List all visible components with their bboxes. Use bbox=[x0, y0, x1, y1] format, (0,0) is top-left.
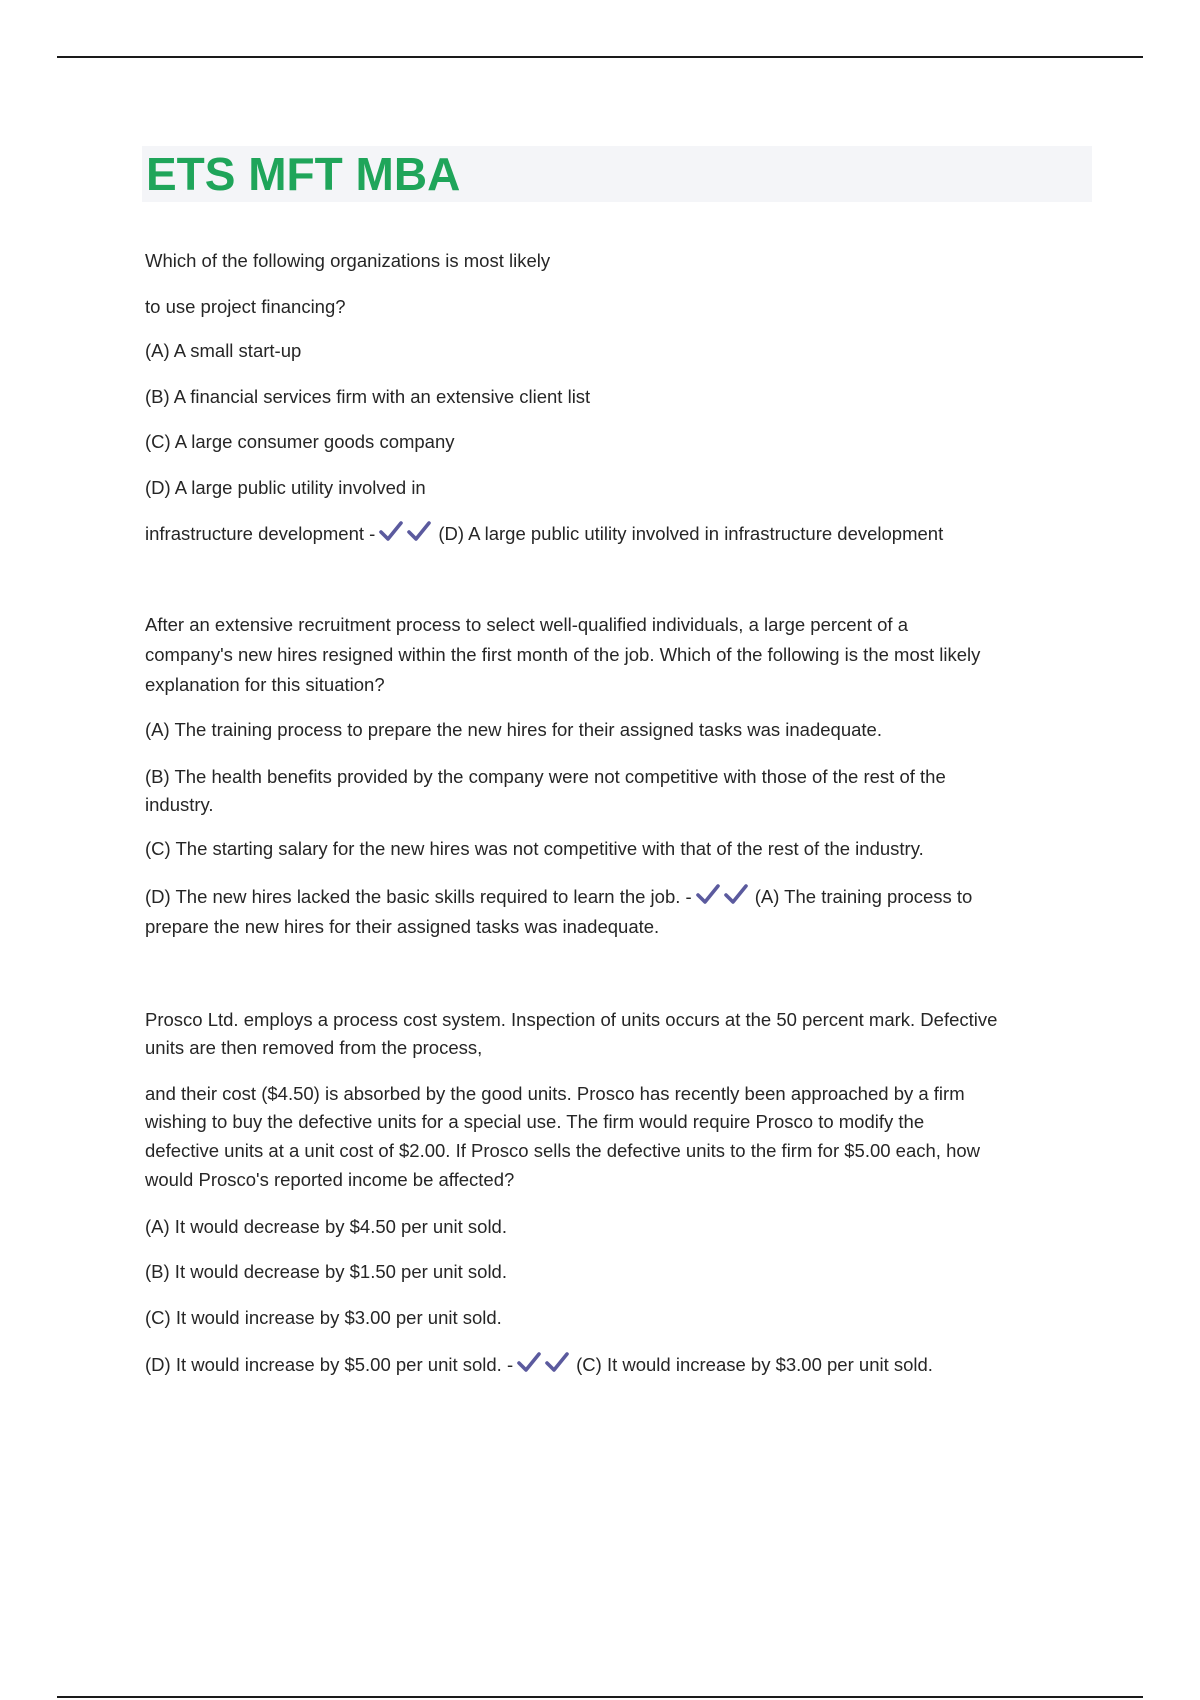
q1-stem-line-1: Which of the following organizations is most likely bbox=[145, 250, 551, 271]
q3-stem-line-6: would Prosco's reported income be affected? bbox=[145, 1169, 515, 1190]
q3-stem-line-3: and their cost ($4.50) is absorbed by the good units. Prosco has recently been approached by a firm bbox=[145, 1083, 965, 1104]
q1-option-b: (B) A financial services firm with an extensive client list bbox=[145, 386, 591, 407]
q2-option-b-line-1: (B) The health benefits provided by the company were not competitive with those of the rest of the bbox=[145, 766, 946, 787]
checkmark-icon bbox=[517, 1351, 541, 1373]
q3-option-d: (D) It would increase by $5.00 per unit sold. - bbox=[145, 1354, 514, 1375]
checkmark-icon bbox=[379, 520, 403, 542]
q2-answer-line-1: (A) The training process to bbox=[754, 886, 973, 907]
q1-answer: (D) A large public utility involved in infrastructure development bbox=[438, 523, 944, 544]
q1-answer-lead: infrastructure development - bbox=[145, 523, 376, 544]
bottom-rule bbox=[57, 1696, 1143, 1698]
q3-stem-line-2: units are then removed from the process, bbox=[145, 1037, 483, 1058]
q2-stem-line-3: explanation for this situation? bbox=[145, 674, 385, 695]
q3-stem-line-1: Prosco Ltd. employs a process cost system. Inspection of units occurs at the 50 percent mark. Defective bbox=[145, 1009, 998, 1030]
q3-answer-line bbox=[145, 1350, 1085, 1381]
q3-option-b: (B) It would decrease by $1.50 per unit sold. bbox=[145, 1261, 507, 1282]
q3-stem-line-4: wishing to buy the defective units for a special use. The firm would require Prosco to modify the bbox=[145, 1111, 925, 1132]
q1-stem-line-2: to use project financing? bbox=[145, 296, 346, 317]
q2-option-b-line-2: industry. bbox=[145, 794, 214, 815]
checkmark-icon bbox=[696, 883, 720, 905]
q3-stem-line-5: defective units at a unit cost of $2.00. If Prosco sells the defective units to the firm for $5.00 each, how bbox=[145, 1140, 981, 1161]
q2-option-c: (C) The starting salary for the new hires was not competitive with that of the rest of the industry. bbox=[145, 838, 924, 859]
answer-marker bbox=[517, 1351, 573, 1381]
q2-answer-line bbox=[145, 882, 1085, 913]
checkmark-icon bbox=[407, 520, 431, 542]
q1-option-a: (A) A small start-up bbox=[145, 340, 302, 361]
q1-option-c: (C) A large consumer goods company bbox=[145, 431, 455, 452]
q1-option-d: (D) A large public utility involved in bbox=[145, 477, 426, 498]
document-title: ETS MFT MBA bbox=[146, 148, 461, 200]
q1-answer-line bbox=[145, 519, 1085, 550]
checkmark-icon bbox=[724, 883, 748, 905]
q2-stem-line-2: company's new hires resigned within the first month of the job. Which of the following is the most likely bbox=[145, 644, 981, 665]
q2-answer-line-2: prepare the new hires for their assigned tasks was inadequate. bbox=[145, 916, 660, 937]
q2-stem-line-1: After an extensive recruitment process to select well-qualified individuals, a large percent of a bbox=[145, 614, 908, 635]
q3-option-a: (A) It would decrease by $4.50 per unit sold. bbox=[145, 1216, 507, 1237]
q3-option-c: (C) It would increase by $3.00 per unit sold. bbox=[145, 1307, 502, 1328]
q3-answer: (C) It would increase by $3.00 per unit sold. bbox=[576, 1354, 933, 1375]
top-rule bbox=[57, 56, 1143, 58]
answer-marker bbox=[379, 520, 435, 550]
checkmark-icon bbox=[545, 1351, 569, 1373]
answer-marker bbox=[696, 883, 752, 913]
q2-option-a: (A) The training process to prepare the new hires for their assigned tasks was inadequate. bbox=[145, 719, 882, 740]
q2-option-d: (D) The new hires lacked the basic skills required to learn the job. - bbox=[145, 886, 692, 907]
